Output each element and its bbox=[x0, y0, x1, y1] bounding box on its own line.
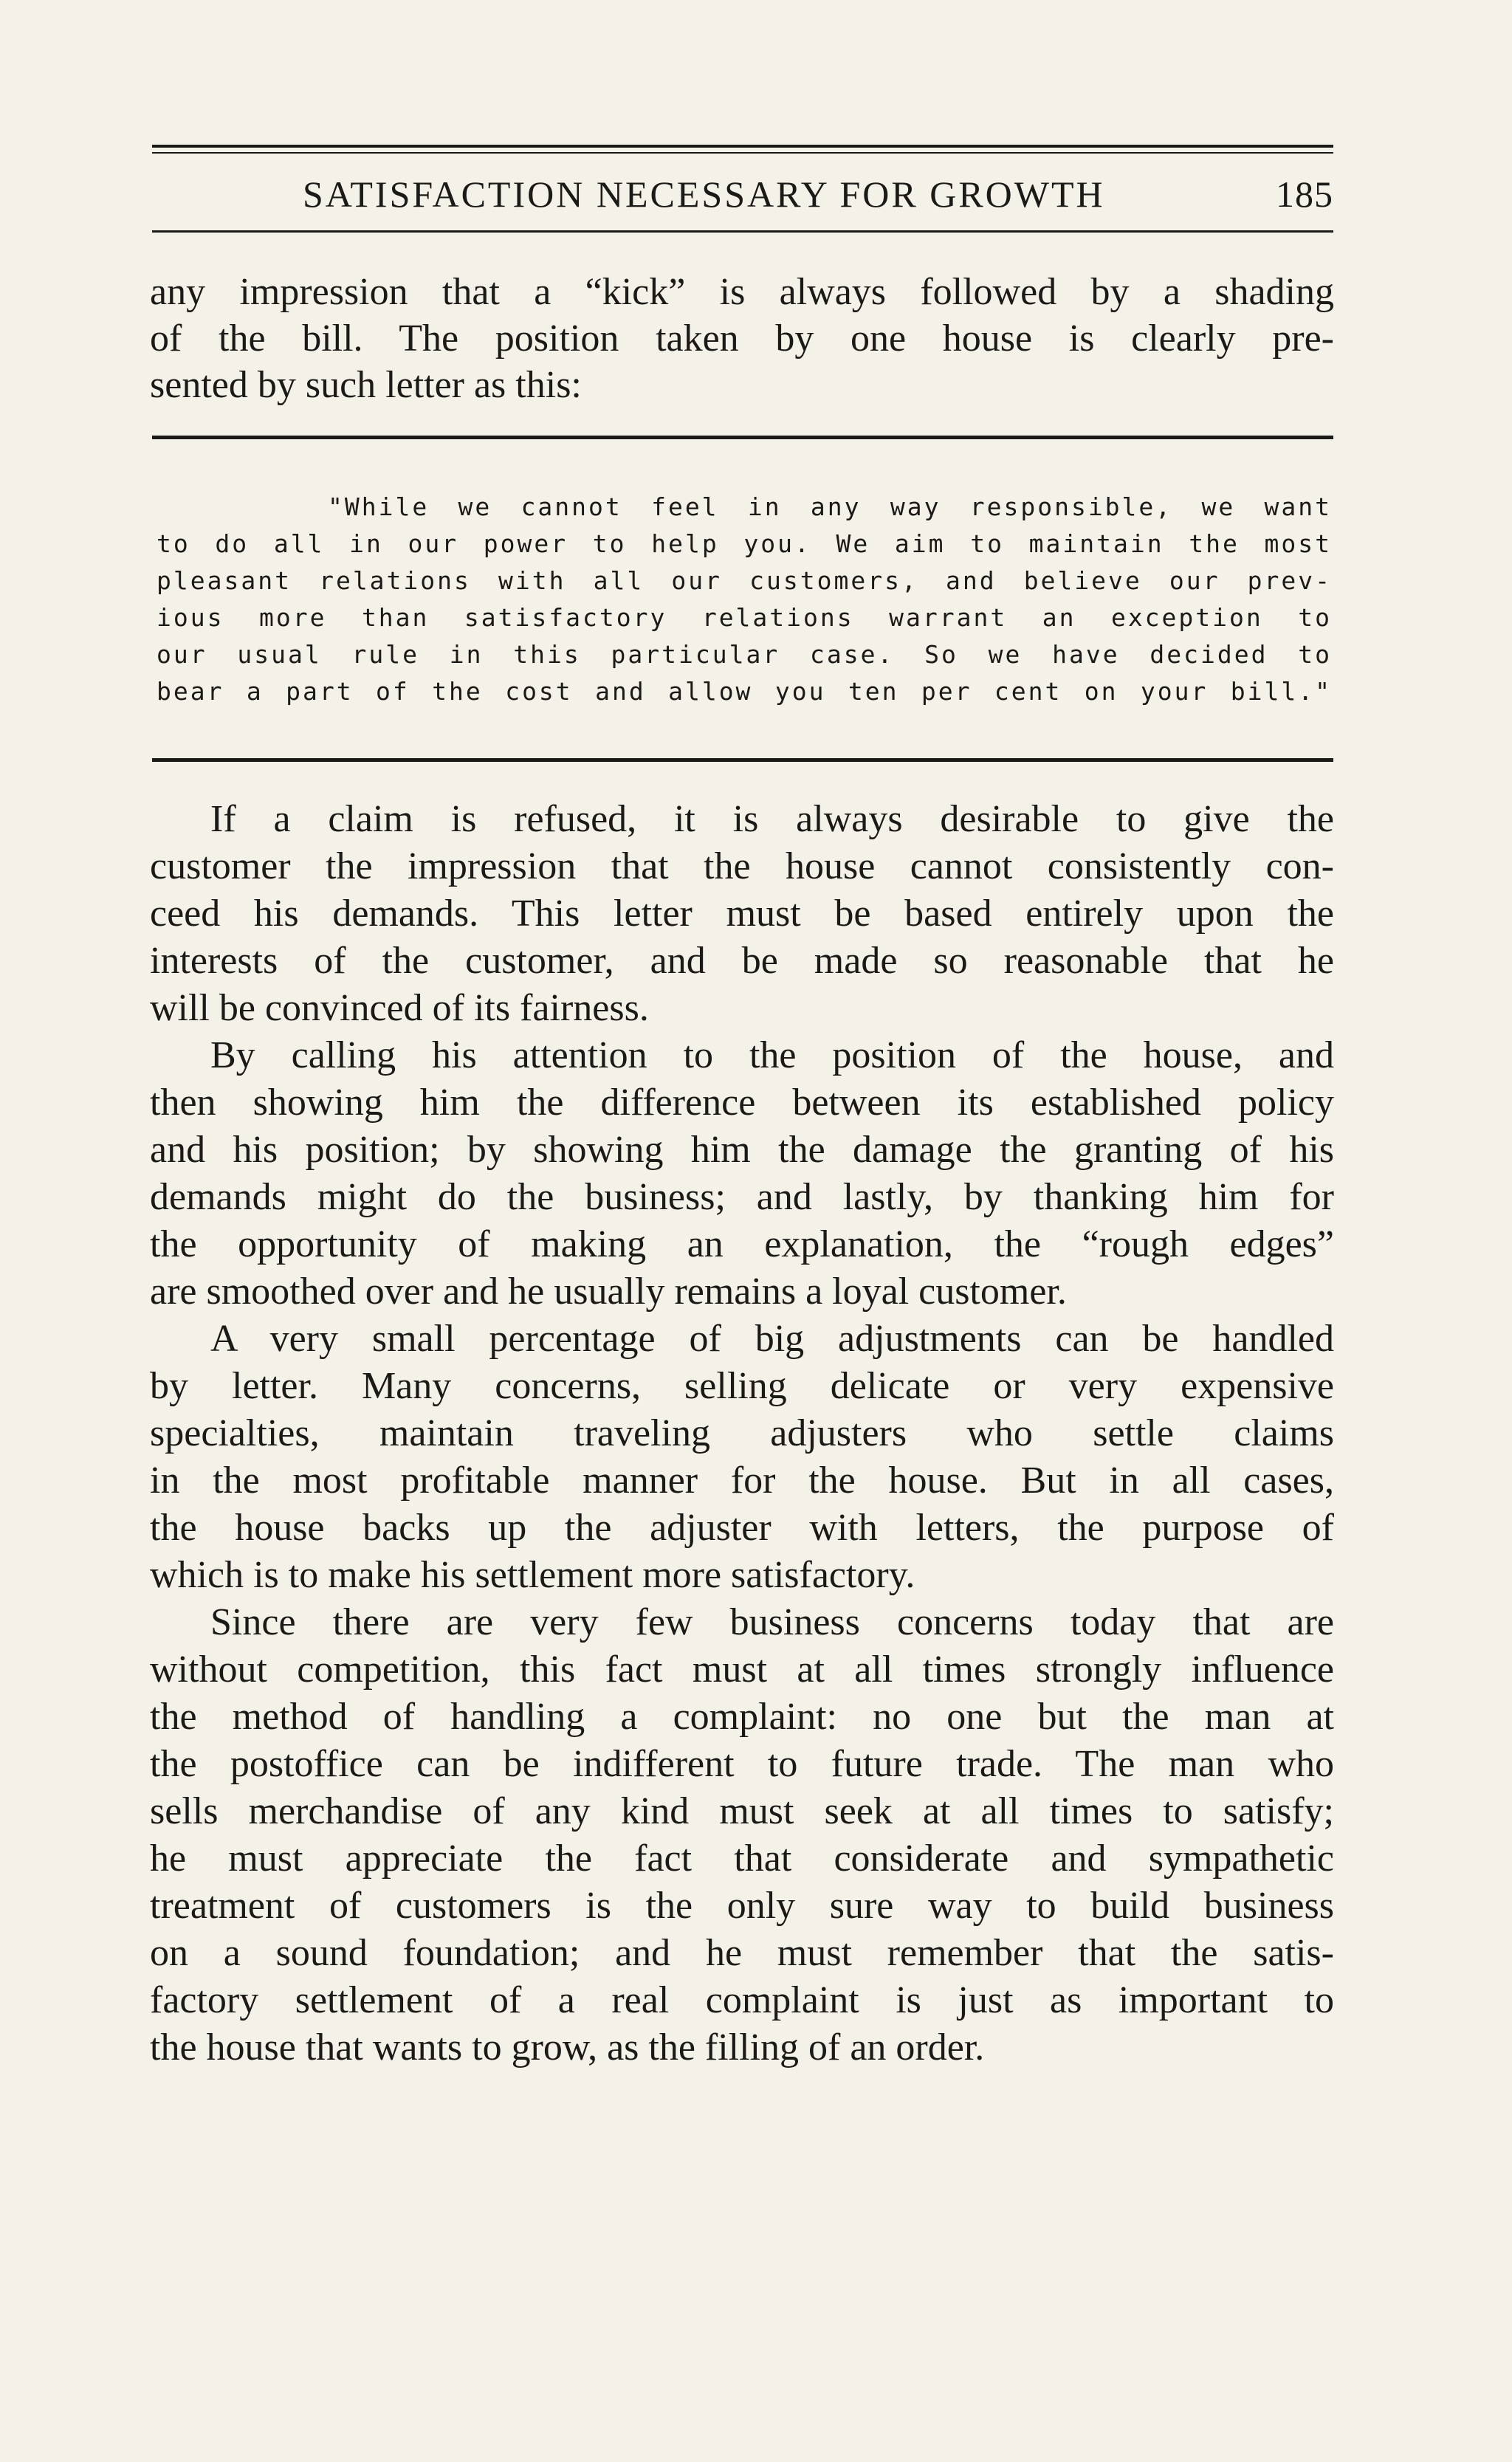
text-line: sells merchandise of any kind must seek at all times to satisfy; bbox=[150, 1790, 1334, 1832]
quote-top-rule bbox=[152, 436, 1333, 439]
quote-bottom-rule bbox=[152, 758, 1333, 762]
quote-line: to do all in our power to help you. We aim to maintain the most bbox=[157, 529, 1332, 558]
quote-line: ious more than satisfactory relations warrant an exception to bbox=[157, 603, 1332, 632]
text-line: Since there are very few business concerns today that are bbox=[210, 1601, 1334, 1643]
running-head-rule bbox=[152, 230, 1333, 233]
text-line: the postoffice can be indifferent to future trade. The man who bbox=[150, 1743, 1334, 1785]
text-line: customer the impression that the house cannot consistently con- bbox=[150, 845, 1334, 887]
text-line: will be convinced of its fairness. bbox=[150, 987, 649, 1029]
text-line: the house backs up the adjuster with letters, the purpose of bbox=[150, 1507, 1334, 1549]
text-line: the opportunity of making an explanation, the “rough edges” bbox=[150, 1223, 1334, 1265]
text-line: specialties, maintain traveling adjusters who settle claims bbox=[150, 1412, 1334, 1454]
text-line: which is to make his settlement more satisfactory. bbox=[150, 1554, 915, 1596]
text-line: treatment of customers is the only sure way to build business bbox=[150, 1885, 1334, 1927]
text-line: the method of handling a complaint: no one but the man at bbox=[150, 1696, 1334, 1738]
text-line: A very small percentage of big adjustments can be handled bbox=[210, 1318, 1334, 1360]
text-line: factory settlement of a real complaint is just as important to bbox=[150, 1979, 1334, 2021]
text-line: sented by such letter as this: bbox=[150, 364, 582, 406]
intro-paragraph bbox=[150, 269, 1334, 408]
text-line: on a sound foundation; and he must remember that the satis- bbox=[150, 1932, 1334, 1974]
quote-line: pleasant relations with all our customers, and believe our prev- bbox=[157, 566, 1332, 595]
text-line: the house that wants to grow, as the filling of an order. bbox=[150, 2026, 985, 2069]
text-line: he must appreciate the fact that considerate and sympathetic bbox=[150, 1837, 1334, 1880]
text-line: without competition, this fact must at all times strongly influence bbox=[150, 1648, 1334, 1691]
text-line: of the bill. The position taken by one house is clearly pre- bbox=[150, 317, 1334, 360]
text-line: by letter. Many concerns, selling delicate or very expensive bbox=[150, 1365, 1334, 1407]
top-double-rule-upper bbox=[152, 145, 1333, 148]
text-line: are smoothed over and he usually remains a loyal customer. bbox=[150, 1270, 1067, 1313]
running-head bbox=[152, 167, 1333, 221]
quote-line: bear a part of the cost and allow you ten per cent on your bill." bbox=[157, 677, 1332, 706]
quote-line: "While we cannot feel in any way responsible, we want bbox=[328, 492, 1332, 521]
text-line: ceed his demands. This letter must be based entirely upon the bbox=[150, 893, 1334, 935]
quote-line: our usual rule in this particular case. So we have decided to bbox=[157, 640, 1332, 669]
text-line: and his position; by showing him the damage the granting of his bbox=[150, 1129, 1334, 1171]
text-line: in the most profitable manner for the house. But in all cases, bbox=[150, 1459, 1334, 1502]
top-double-rule-lower bbox=[152, 152, 1333, 154]
text-line: By calling his attention to the position of the house, and bbox=[210, 1034, 1334, 1076]
text-line: If a claim is refused, it is always desirable to give the bbox=[210, 798, 1334, 840]
text-line: any impression that a “kick” is always followed by a shading bbox=[150, 271, 1334, 313]
text-line: interests of the customer, and be made so reasonable that he bbox=[150, 940, 1334, 982]
text-line: demands might do the business; and lastly, by thanking him for bbox=[150, 1176, 1334, 1218]
quoted-letter bbox=[157, 489, 1332, 710]
text-line: then showing him the difference between its established policy bbox=[150, 1082, 1334, 1124]
body-text bbox=[150, 796, 1334, 2071]
page-number: 185 bbox=[1276, 173, 1333, 215]
running-head-title: SATISFACTION NECESSARY FOR GROWTH bbox=[303, 173, 1105, 215]
